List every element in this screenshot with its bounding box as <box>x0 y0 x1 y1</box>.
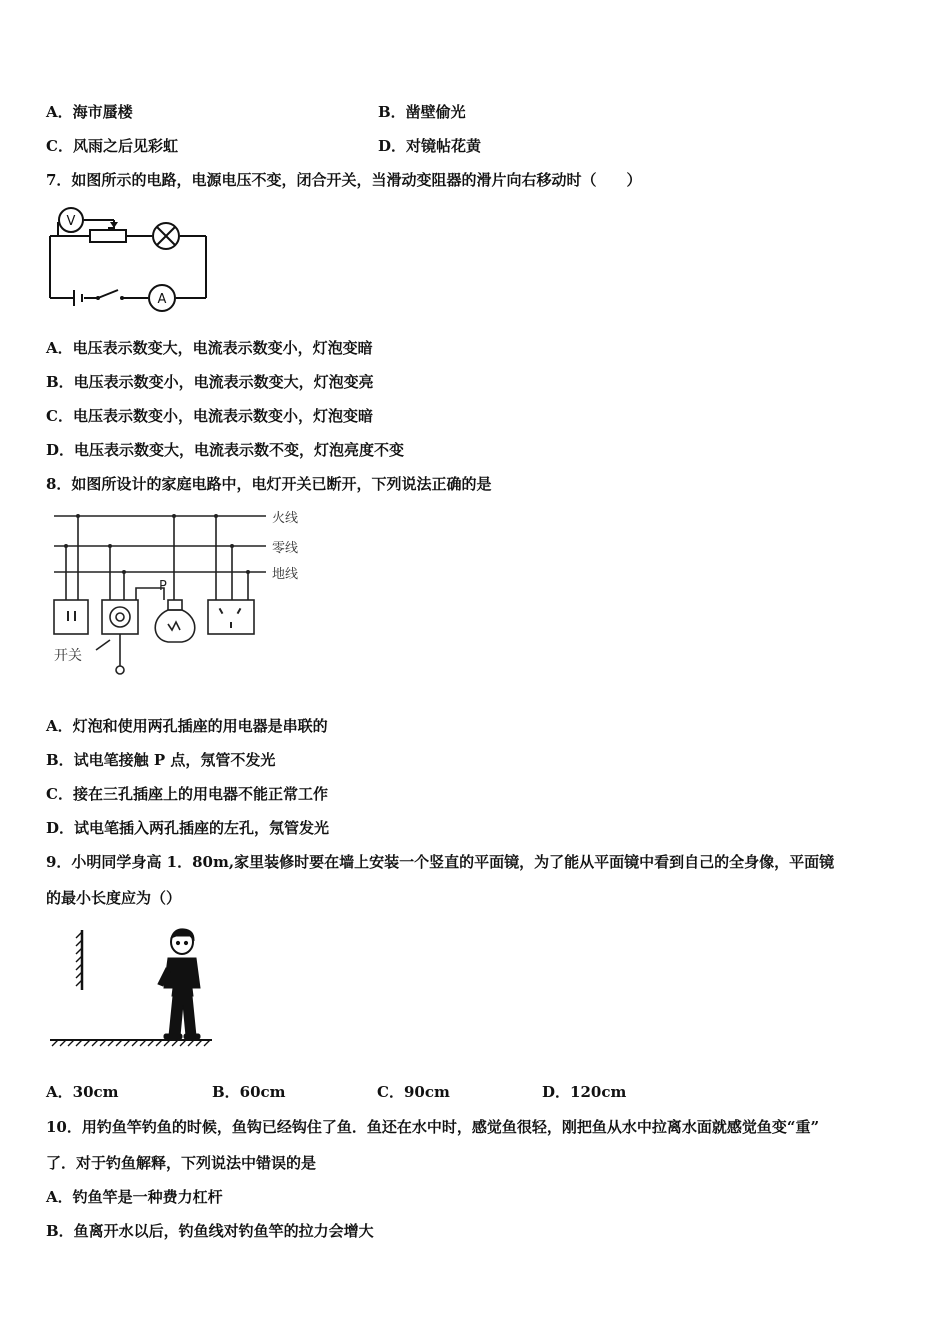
q10-option-b: B．鱼离开水以后，钓鱼线对钓鱼竿的拉力会增大 <box>46 1222 374 1240</box>
q8-option-b: B．试电笔接触 P 点，氖管不发光 <box>46 751 276 769</box>
q8-option-a: A．灯泡和使用两孔插座的用电器是串联的 <box>46 717 328 735</box>
ground-wire-label: 地线 <box>272 567 299 582</box>
q10-stem-line2: 了．对于钓鱼解释，下列说法中错误的是 <box>46 1154 317 1172</box>
q7-option-c: C．电压表示数变小，电流表示数变小，灯泡变暗 <box>46 407 373 425</box>
two-hole-socket <box>54 600 88 634</box>
q10-stem-line1: 10．用钓鱼竿钓鱼的时候，鱼钩已经钩住了鱼．鱼还在水中时，感觉鱼很轻，刚把鱼从水中拉离水面就感觉鱼变“重” <box>46 1118 820 1136</box>
lamp-bulb <box>155 610 195 642</box>
switch-label: 开关 <box>54 648 82 664</box>
q7-circuit-diagram <box>44 200 212 318</box>
three-hole-socket <box>208 600 254 634</box>
q7-option-d: D．电压表示数变大，电流表示数不变，灯泡亮度不变 <box>46 441 405 459</box>
q8-option-c: C．接在三孔插座上的用电器不能正常工作 <box>46 785 328 803</box>
ammeter-label: A <box>157 292 167 307</box>
q9-option-b: B．60cm <box>212 1083 286 1101</box>
person-figure <box>158 929 200 1039</box>
q9-stem-line1: 9．小明同学身高 1．80m,家里装修时要在墙上安装一个竖直的平面镜，为了能从平面镜中看到自己的全身像，平面镜 <box>46 853 835 871</box>
neutral-wire-label: 零线 <box>272 541 299 556</box>
live-wire-label: 火线 <box>272 511 299 526</box>
q7-option-a: A．电压表示数变大，电流表示数变小，灯泡变暗 <box>46 339 373 357</box>
q10-option-a: A．钓鱼竿是一种费力杠杆 <box>46 1188 223 1206</box>
q9-mirror-person-figure <box>46 924 216 1054</box>
q8-option-d: D．试电笔插入两孔插座的左孔，氖管发光 <box>46 819 330 837</box>
q9-stem-line2: 的最小长度应为（） <box>46 889 182 907</box>
q7-stem: 7．如图所示的电路，电源电压不变，闭合开关，当滑动变阻器的滑片向右移动时（ ） <box>46 171 642 189</box>
q9-option-d: D．120cm <box>542 1083 627 1101</box>
light-switch <box>102 600 138 634</box>
q7-option-b: B．电压表示数变小，电流表示数变大，灯泡变亮 <box>46 373 374 391</box>
q6-option-b: B．凿壁偷光 <box>378 103 466 121</box>
q8-household-circuit-diagram <box>44 504 314 682</box>
q6-option-d: D．对镜帖花黄 <box>378 137 482 155</box>
q9-option-c: C．90cm <box>377 1083 450 1101</box>
q9-option-a: A．30cm <box>46 1083 119 1101</box>
voltmeter-label: V <box>66 214 76 229</box>
q6-option-c: C．风雨之后见彩虹 <box>46 137 178 155</box>
point-p-label: P <box>159 579 167 594</box>
q8-stem: 8．如图所设计的家庭电路中，电灯开关已断开，下列说法正确的是 <box>46 475 492 493</box>
q6-option-a: A．海市蜃楼 <box>46 103 133 121</box>
